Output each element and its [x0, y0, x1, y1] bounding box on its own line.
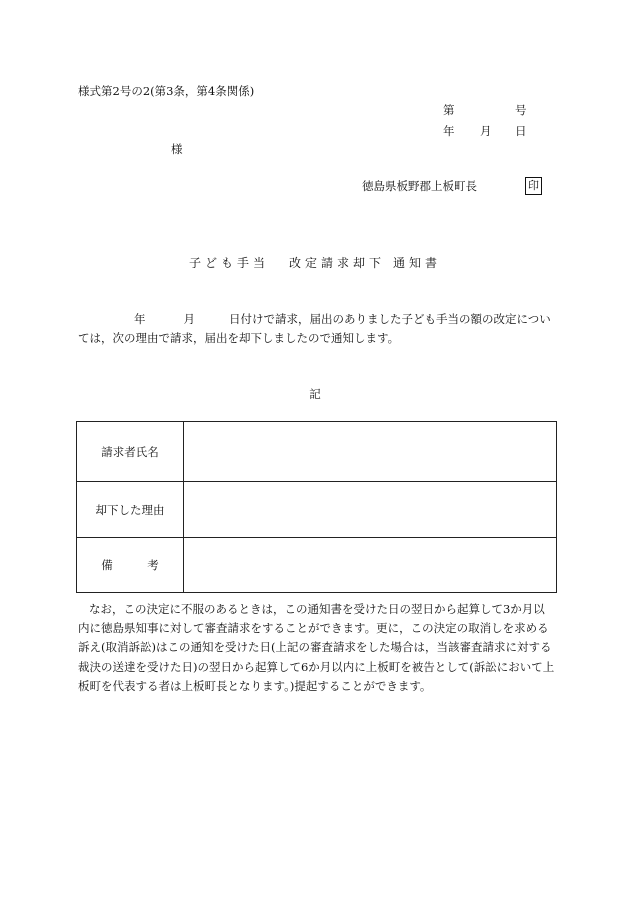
table-row — [77, 538, 557, 593]
date-day: 日 — [515, 124, 527, 138]
seal-mark: 印 — [525, 177, 542, 195]
issuer-name: 徳島県板野郡上板町長 — [362, 179, 477, 193]
form-reference: 様式第2号の2(第3条，第4条関係) — [78, 84, 255, 98]
rejection-reason-value — [184, 482, 557, 538]
body-year: 年 — [134, 312, 146, 326]
number-suffix: 号 — [515, 103, 527, 117]
body-text: 日付けで請求，届出のありました子ども手当の額の改定については，次の理由で請求，届出を却下しましたので通知します。 — [78, 312, 551, 345]
row-label-remarks: 備 考 — [77, 538, 184, 593]
addressee-honorific: 様 — [171, 142, 183, 156]
table-row — [77, 422, 557, 482]
notification-body — [78, 310, 556, 348]
date-year: 年 — [443, 124, 455, 138]
title-part-3: 通知書 — [393, 256, 442, 270]
appeal-notice: なお，この決定に不服のあるときは，この通知書を受けた日の翌日から起算して3か月以内に徳島県知事に対して審査請求をすることができます。更に，この決定の取消しを求める訴え(取消訴訟)はこの通知を受けた日(上記の審査請求をした場合は，当該審査請求に対する裁決の送達を受けた日)の翌日から起算して6か月以内に上板町を被告として(訴訟において上板町を代表する者は上板町長となります。)提起することができます。 — [78, 602, 555, 693]
title-part-2: 改定請求却下 — [288, 256, 385, 270]
remarks-value — [184, 538, 557, 593]
ki-heading: 記 — [309, 387, 321, 401]
record-table — [76, 421, 557, 593]
row-label-applicant-name: 請求者氏名 — [77, 422, 184, 482]
document-title — [0, 257, 630, 269]
date-month: 月 — [480, 124, 492, 138]
body-month: 月 — [183, 312, 195, 326]
row-label-rejection-reason: 却下した理由 — [77, 482, 184, 538]
applicant-name-value — [184, 422, 557, 482]
number-prefix: 第 — [443, 103, 455, 117]
table-row — [77, 482, 557, 538]
title-part-1: 子ども手当 — [188, 256, 269, 270]
